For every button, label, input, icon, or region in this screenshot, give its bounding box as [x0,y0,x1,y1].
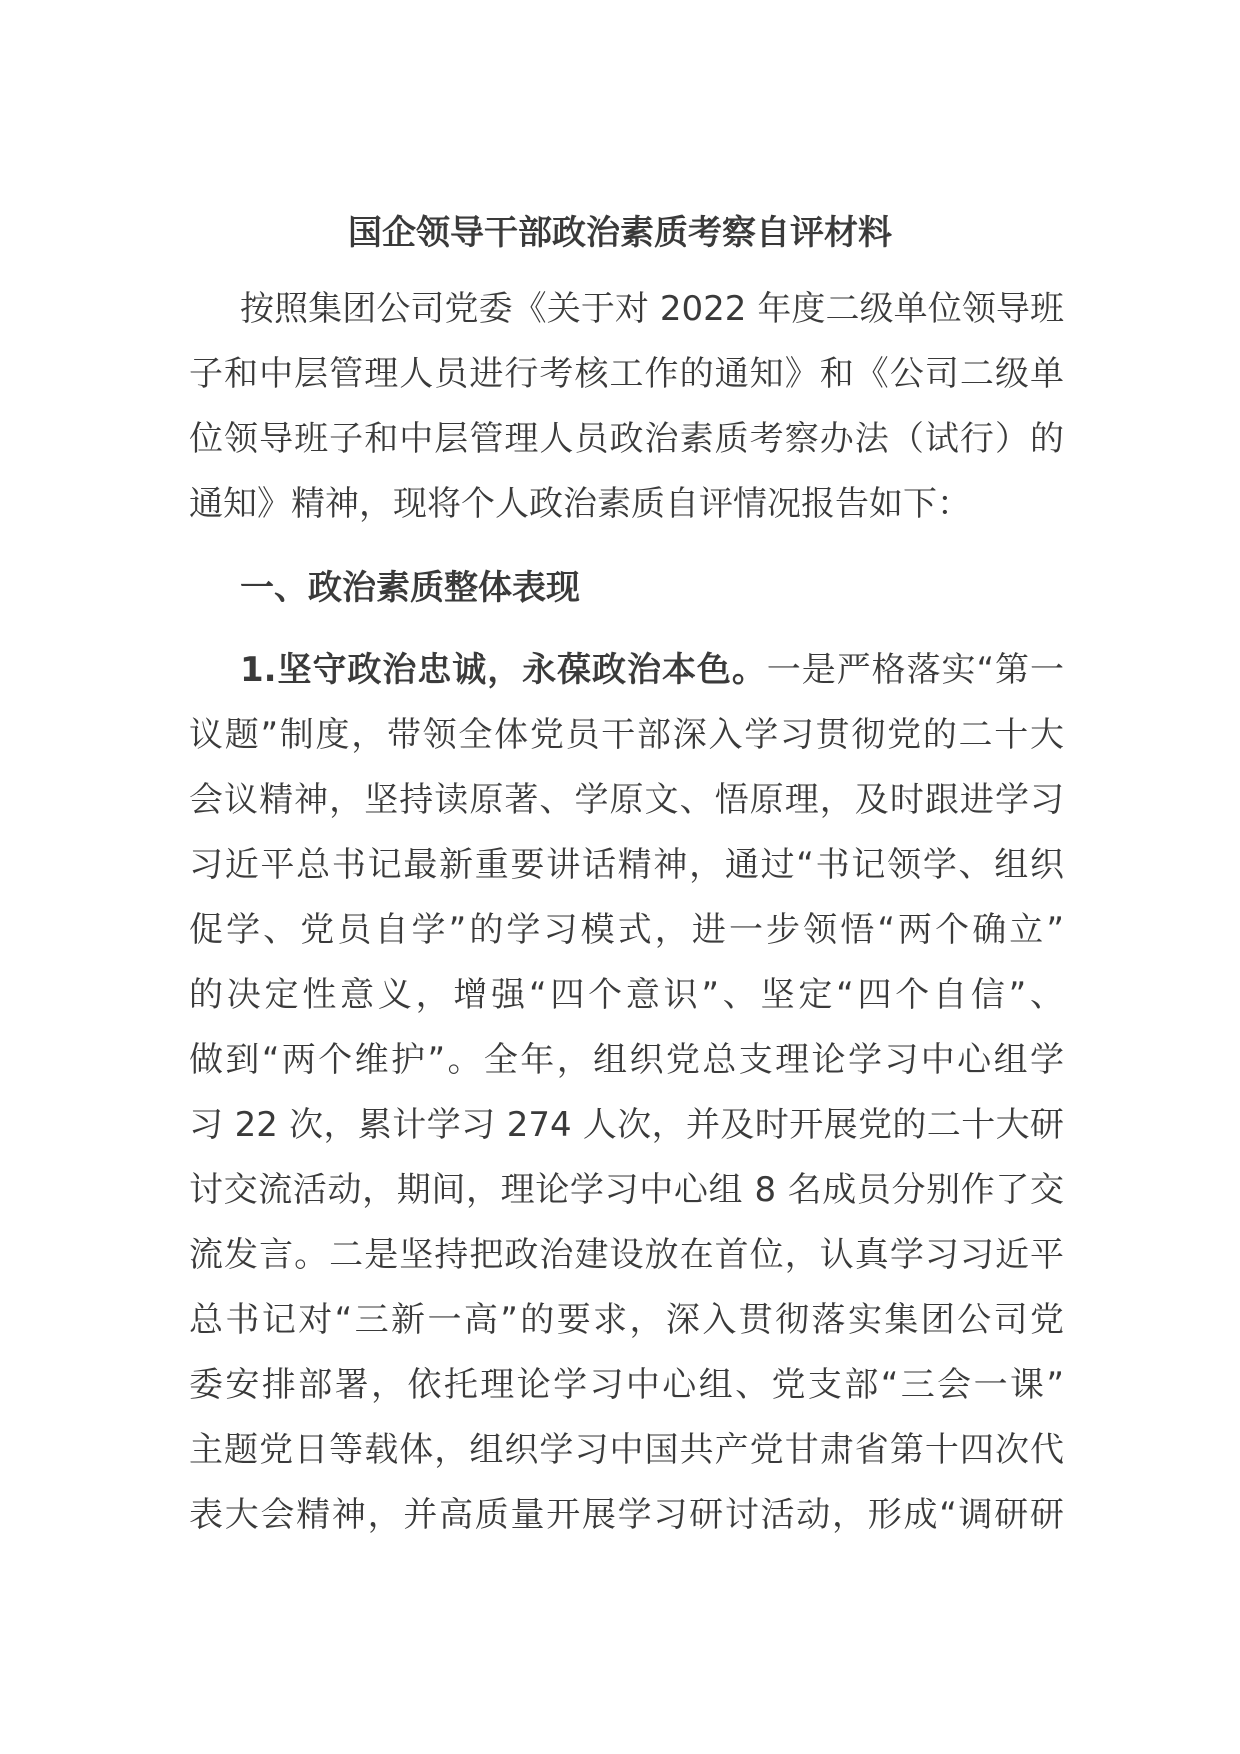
item1-first-rest: 一是严格落实“第一 [766,650,1064,690]
intro-line: 位领导班子和中层管理人员政治素质考察办法（试行）的 [189,419,1064,459]
body-line: 讨交流活动，期间，理论学习中心组 8 名成员分别作了交 [189,1170,1064,1210]
body-line: 流发言。二是坚持把政治建设放在首位，认真学习习近平 [189,1235,1064,1275]
body-line: 习 22 次，累计学习 274 人次，并及时开展党的二十大研 [189,1105,1064,1145]
document-title: 国企领导干部政治素质考察自评材料 [348,213,892,253]
body-line: 促学、党员自学”的学习模式，进一步领悟“两个确立” [189,910,1064,950]
item1-lead: 1.坚守政治忠诚，永葆政治本色。 [240,650,767,690]
item1-first-line [240,646,1064,694]
body-line: 议题”制度，带领全体党员干部深入学习贯彻党的二十大 [189,715,1064,755]
intro-line: 子和中层管理人员进行考核工作的通知》和《公司二级单 [189,354,1064,394]
body-line: 习近平总书记最新重要讲话精神，通过“书记领学、组织 [189,845,1064,885]
intro-line: 通知》精神，现将个人政治素质自评情况报告如下： [189,484,971,524]
body-line: 委安排部署，依托理论学习中心组、党支部“三会一课” [189,1365,1064,1405]
body-line: 会议精神，坚持读原著、学原文、悟原理，及时跟进学习 [189,780,1064,820]
body-line: 总书记对“三新一高”的要求，深入贯彻落实集团公司党 [189,1300,1064,1340]
body-line: 的决定性意义，增强“四个意识”、坚定“四个自信”、 [189,975,1064,1015]
body-line: 主题党日等载体，组织学习中国共产党甘肃省第十四次代 [189,1430,1064,1470]
section-heading: 一、政治素质整体表现 [240,568,580,608]
intro-line: 按照集团公司党委《关于对 2022 年度二级单位领导班 [240,289,1064,329]
body-line: 表大会精神，并高质量开展学习研讨活动，形成“调研研 [189,1495,1064,1535]
body-line: 做到“两个维护”。全年，组织党总支理论学习中心组学 [189,1040,1064,1080]
